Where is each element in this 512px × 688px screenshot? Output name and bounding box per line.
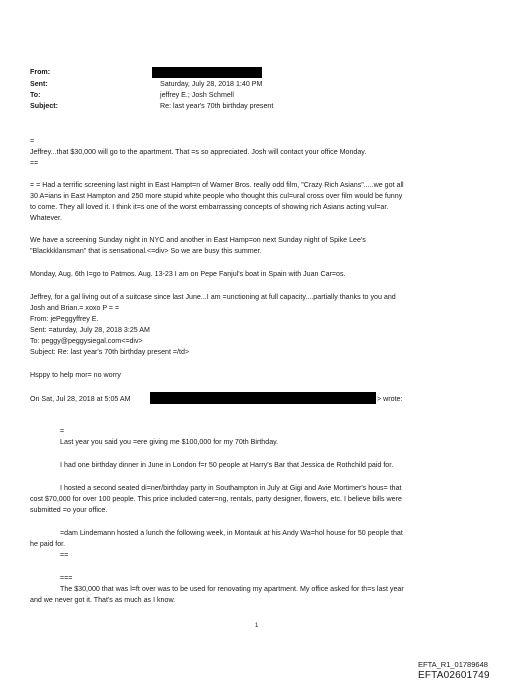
quoted-paragraph-line: and we never got it. That's as much as I know. <box>30 596 176 604</box>
paragraph-3-line: We have a screening Sunday night in NYC and another in East Hamp=on next Sunday night of Spike Lee's <box>30 236 366 244</box>
paragraph-3-line: "Blackkklansman" that is sensational.<=div> So we are busy this summer. <box>30 247 262 255</box>
quoted-paragraph-line: he paid for. <box>30 540 66 548</box>
line-eq: = <box>30 137 35 145</box>
quoted-paragraph: Last year you said you =ere giving me $100,000 for my 70th Birthday. <box>60 438 279 446</box>
paragraph-2-line: = = Had a terrific screening last night in East Hampt=n of Warner Bros. really odd film, "Crazy Rich Asians".....we got all <box>30 181 404 189</box>
quoted-paragraph: I had one birthday dinner in June in London f=r 50 people at Harry's Bar that Jessica de Rothchild paid for. <box>60 461 394 469</box>
line-eq: === <box>60 574 73 582</box>
quoted-to: To: peggy@peggysiegal.com<=div> <box>30 337 143 345</box>
paragraph-5-line: Josh and Brian.= xoxo P = = <box>30 304 120 312</box>
redaction-bar <box>150 392 376 404</box>
quoted-from: From: jePeggyffrey E. <box>30 315 99 323</box>
subject-value: Re: last year's 70th birthday present <box>160 102 274 110</box>
sent-label: Sent: <box>30 80 48 88</box>
to-label: To: <box>30 91 41 99</box>
quoted-sent: Sent: =aturday, July 28, 2018 3:25 AM <box>30 326 150 334</box>
line-eq: == <box>60 551 69 559</box>
document-id-large: EFTA02601749 <box>418 670 490 681</box>
quoted-paragraph-line: The $30,000 that was l=ft over was to be used for renovating my apartment. My office asked for th=s last year <box>60 585 404 593</box>
on-sat-line: On Sat, Jul 28, 2018 at 5:05 AM <box>30 395 131 403</box>
wrote-text: > wrote: <box>377 395 403 403</box>
paragraph-2-line: to come. They all loved it. I think it=s one of the worst embarrassing concepts of showing rich Asians acting vul=ar. <box>30 203 389 211</box>
reply-line: Hsppy to help mor= no worry <box>30 371 121 379</box>
redaction-bar <box>152 67 262 78</box>
quoted-subject: Subject: Re: last year's 70th birthday present =/td> <box>30 348 190 356</box>
quoted-paragraph-line: I hosted a second seated di=ner/birthday party in Southampton in July at Gigi and Avie Mortimer's hous= that <box>60 484 402 492</box>
from-label: From: <box>30 68 51 76</box>
paragraph-1: Jeffrey...that $30,000 will go to the apartment. That =s so appreciated. Josh will contact your office Monday. <box>30 148 367 156</box>
document-id-small: EFTA_R1_01789648 <box>418 660 488 669</box>
quoted-paragraph-line: =dam Lindemann hosted a lunch the following week, in Montauk at his Andy Wa=hol house for 50 people that <box>60 529 403 537</box>
subject-label: Subject: <box>30 102 58 110</box>
paragraph-2-line: Whatever. <box>30 214 62 222</box>
to-value: jeffrey E.; Josh Schmell <box>160 91 234 99</box>
quoted-paragraph-line: cost $70,000 for over 100 people. This price included cater=ng, rentals, party designer, flowers, etc. I believe bills were <box>30 495 402 503</box>
paragraph-4: Monday, Aug. 6th I=go to Patmos. Aug. 13-23 I am on Pepe Fanjul's boat in Spain with Juan Car=os. <box>30 270 346 278</box>
line-eq: == <box>30 159 39 167</box>
line-eq: = <box>60 427 65 435</box>
page-number: 1 <box>255 623 259 629</box>
quoted-paragraph-line: submitted =o your office. <box>30 506 108 514</box>
sent-value: Saturday, July 28, 2018 1:40 PM <box>160 80 263 88</box>
paragraph-5-line: Jeffrey, for a gal living out of a suitcase since last June...I am =unctioning at full capacity....partially thanks to you and <box>30 293 396 301</box>
paragraph-2-line: 30 A=ians in East Hampton and 250 more stupid white people who thought this cul=ural cross over film would be funny <box>30 192 403 200</box>
